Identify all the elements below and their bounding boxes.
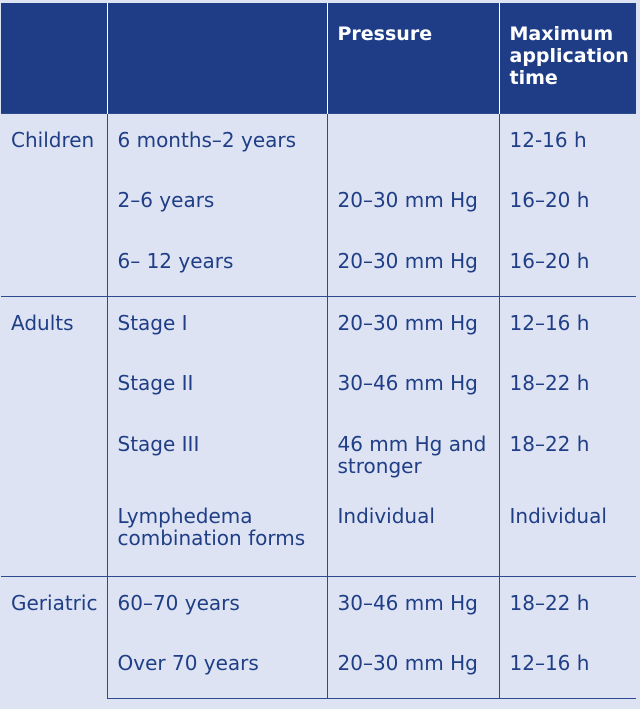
table-row	[1, 296, 636, 357]
table-row	[1, 113, 636, 174]
header-row	[1, 3, 636, 113]
category-cell: Stage I	[107, 296, 327, 357]
category-cell: 60–70 years	[107, 576, 327, 637]
table-header	[1, 3, 636, 113]
pressure-cell: 30–46 mm Hg	[327, 357, 499, 418]
time-cell: 18–22 h	[509, 432, 590, 456]
category-cell: Stage II	[107, 357, 327, 418]
table-body	[1, 113, 636, 698]
category-cell: 2–6 years	[107, 174, 327, 235]
category-cell: 6– 12 years	[107, 235, 327, 296]
time-cell: 12–16 h	[499, 637, 636, 698]
time-cell: 12–16 h	[499, 296, 636, 357]
category-cell: Over 70 years	[107, 637, 327, 698]
time-cell: 16–20 h	[509, 249, 590, 273]
group-label-children: Children	[1, 113, 107, 296]
category-cell: Lymphedema combination forms	[107, 490, 327, 576]
time-cell: 12-16 h	[499, 113, 636, 174]
table-row	[1, 576, 636, 637]
category-cell: 6 months–2 years	[107, 113, 327, 174]
pressure-cell: 46 mm Hg and stronger	[327, 418, 499, 490]
pressure-cell: 20–30 mm Hg	[327, 235, 499, 296]
header-empty-2	[107, 3, 327, 113]
pressure-cell: 20–30 mm Hg	[327, 174, 499, 235]
time-cell: 18–22 h	[499, 576, 636, 637]
time-cell: 16–20 h	[509, 188, 590, 212]
pressure-cell: 30–46 mm Hg	[327, 576, 499, 637]
category-cell: Stage III	[107, 418, 327, 490]
time-cell: 18–22 h	[509, 371, 590, 395]
pressure-cell: Individual	[327, 490, 499, 576]
pressure-cell	[327, 113, 499, 174]
pressure-cell: 20–30 mm Hg	[327, 296, 499, 357]
time-cell: Individual	[509, 504, 607, 528]
pressure-cell: 20–30 mm Hg	[327, 637, 499, 698]
header-pressure: Pressure	[327, 3, 499, 113]
header-max-time: Maximum application time	[499, 3, 636, 113]
group-label-adults: Adults	[1, 296, 107, 576]
header-empty-1	[1, 3, 107, 113]
group-label-geriatric: Geriatric	[1, 576, 107, 698]
compression-table	[1, 3, 636, 699]
